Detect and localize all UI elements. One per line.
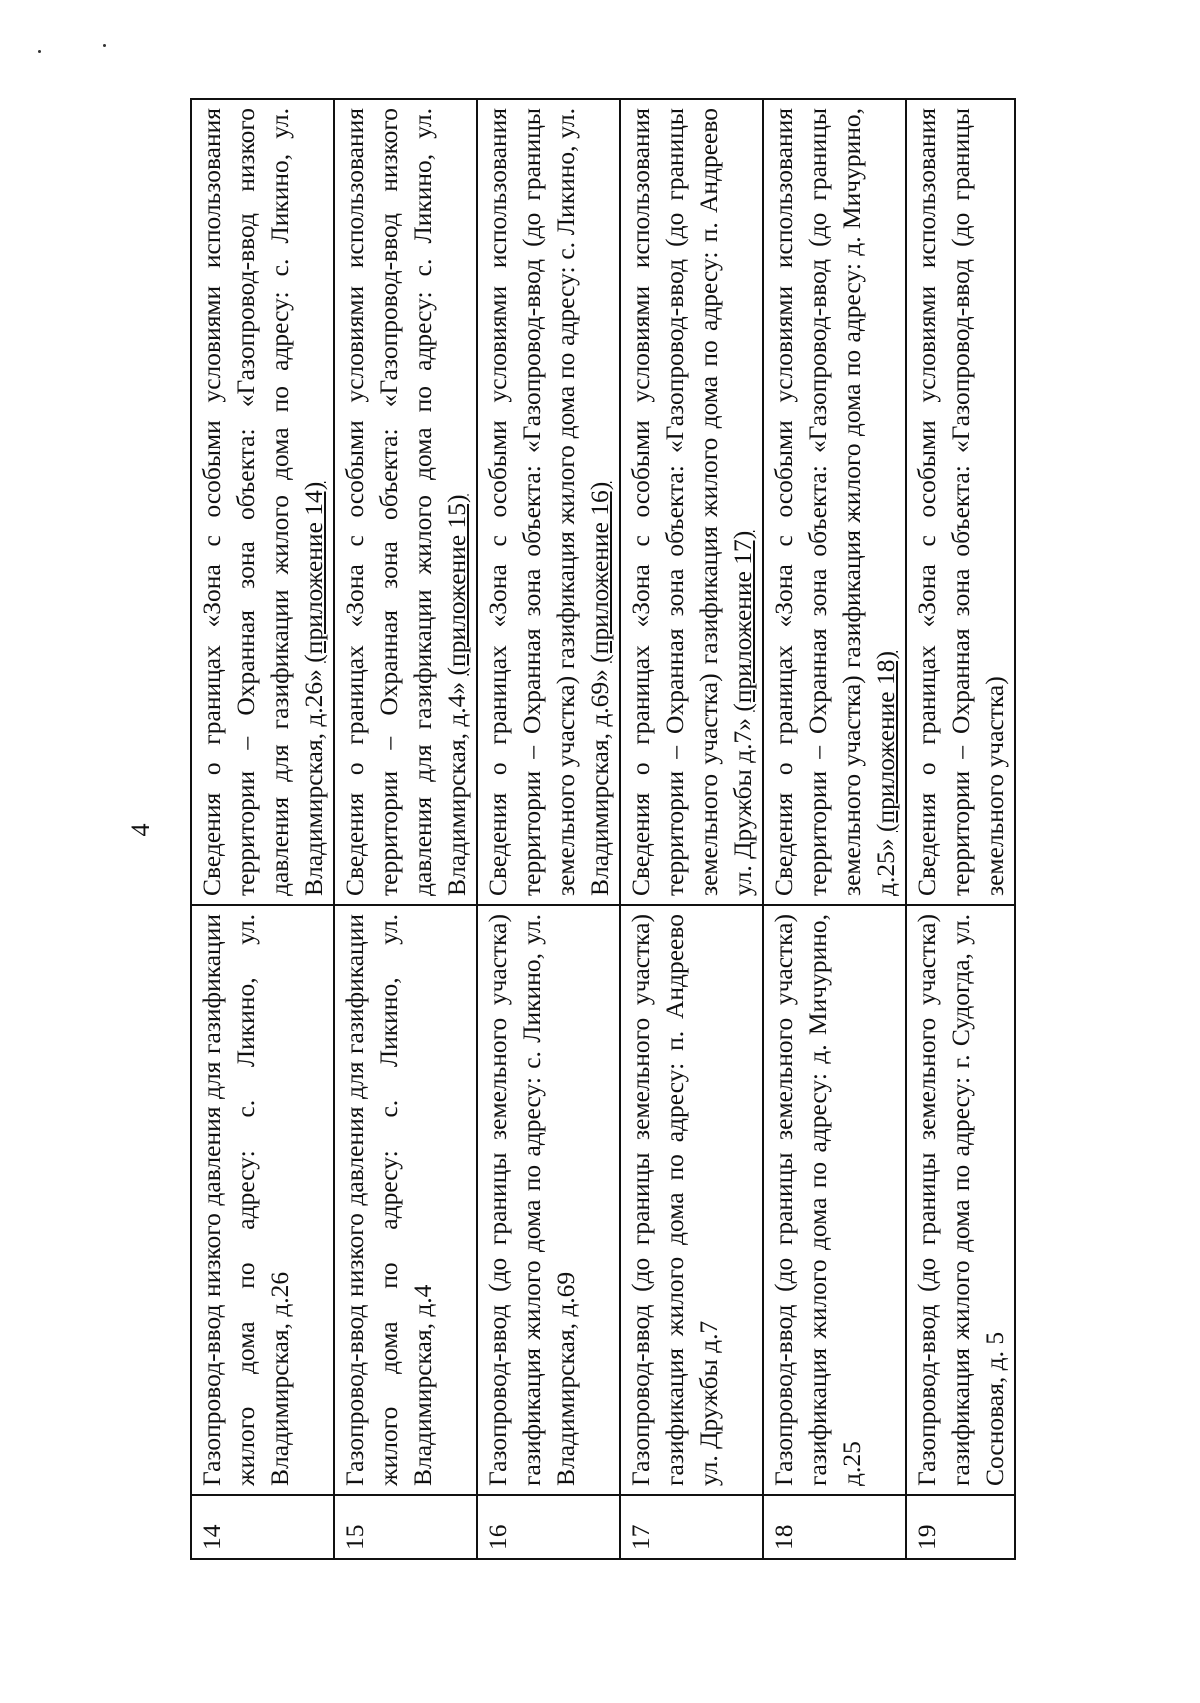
appendix-reference: (приложение 16) [585, 481, 614, 663]
zone-document [477, 99, 620, 905]
zone-document-text: Сведения о границах «Зона с особыми условиями использования территории – Охранная зона объекта: «Газопровод-ввод низкого давления для газификации жилого дома по адресу: с. Ликино, ул. Владимирская, д.4» [340, 108, 471, 896]
appendix-reference: (приложение 14) [299, 481, 328, 663]
row-number: 16 [477, 1495, 620, 1559]
object-description: Газопровод-ввод низкого давления для газификации жилого дома по адресу: с. Ликино, ул. Владимирская, д.4 [334, 905, 477, 1495]
row-number: 14 [191, 1495, 334, 1559]
objects-table [190, 98, 1016, 1560]
scan-speck [38, 50, 41, 53]
zone-document-text: Сведения о границах «Зона с особыми условиями использования территории – Охранная зона объекта: «Газопровод-ввод (до границы земельного участка) [912, 108, 1009, 896]
object-description: Газопровод-ввод (до границы земельного участка) газификация жилого дома по адресу: с. Ликино, ул. Владимирская, д.69 [477, 905, 620, 1495]
zone-document [191, 99, 334, 905]
zone-document [763, 99, 906, 905]
zone-document [906, 99, 1015, 905]
table-row [906, 99, 1015, 1559]
zone-document [620, 99, 763, 905]
object-description: Газопровод-ввод (до границы земельного участка) газификация жилого дома по адресу: д. Мичурино, д.25 [763, 905, 906, 1495]
row-number: 15 [334, 1495, 477, 1559]
rotated-page-content [128, 100, 1138, 1560]
zone-document [334, 99, 477, 905]
zone-document-text: Сведения о границах «Зона с особыми условиями использования территории – Охранная зона объекта: «Газопровод-ввод (до границы земельного участка) газификация жилого дома по адресу: д. Мичурино, д.25» [769, 108, 900, 896]
scan-speck [103, 44, 106, 47]
appendix-reference: (приложение 17) [728, 530, 757, 712]
table-row [620, 99, 763, 1559]
zone-document-text: Сведения о границах «Зона с особыми условиями использования территории – Охранная зона объекта: «Газопровод-ввод (до границы земельного участка) газификация жилого дома по адресу: п. Андреево ул. Дружбы д.7» [626, 108, 757, 896]
table-row [191, 99, 334, 1559]
object-description: Газопровод-ввод (до границы земельного участка) газификация жилого дома по адресу: г. Судогда, ул. Сосновая, д. 5 [906, 905, 1015, 1495]
zone-document-text: Сведения о границах «Зона с особыми условиями использования территории – Охранная зона объекта: «Газопровод-ввод низкого давления для газификации жилого дома по адресу: с. Ликино, ул. Владимирская, д.26» [197, 108, 328, 896]
page-number: 4 [126, 823, 155, 837]
appendix-reference: (приложение 15) [442, 494, 471, 676]
row-number: 17 [620, 1495, 763, 1559]
object-description: Газопровод-ввод (до границы земельного участка) газификация жилого дома по адресу: п. Андреево ул. Дружбы д.7 [620, 905, 763, 1495]
row-number: 18 [763, 1495, 906, 1559]
zone-document-text: Сведения о границах «Зона с особыми условиями использования территории – Охранная зона объекта: «Газопровод-ввод (до границы земельного участка) газификация жилого дома по адресу: с. Ликино, ул. Владимирская, д.69» [483, 108, 614, 896]
table-row [477, 99, 620, 1559]
appendix-reference: (приложение 18) [871, 651, 900, 833]
table-row [763, 99, 906, 1559]
row-number: 19 [906, 1495, 1015, 1559]
table-row [334, 99, 477, 1559]
object-description: Газопровод-ввод низкого давления для газификации жилого дома по адресу: с. Ликино, ул. Владимирская, д.26 [191, 905, 334, 1495]
